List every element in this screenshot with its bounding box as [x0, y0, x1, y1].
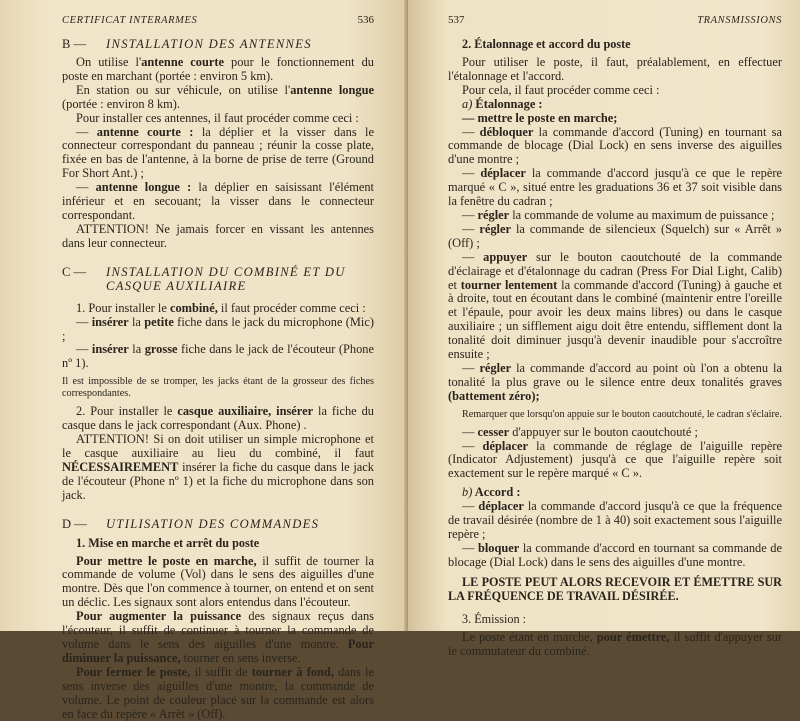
list-item: — régler la commande de volume au maximum de puissance ;	[462, 207, 775, 222]
list-item: — antenne longue : la déplier en saisissant l'élément inférieur et en secouant; la visser dans le connecteur correspondant.	[62, 180, 374, 222]
right-header-title: TRANSMISSIONS	[697, 15, 782, 26]
warning-paragraph: ATTENTION! Ne jamais forcer en vissant les antennes dans leur connecteur.	[62, 221, 374, 250]
list-item: — déplacer la commande de réglage de l'aiguille repère (Indicator Adjustement) jusqu'à ce que l'aiguille repère soit exactement sur le repère marqué « C ».	[448, 438, 782, 481]
subsection-heading: 2. Étalonnage et accord du poste	[462, 37, 631, 51]
step-heading: a) Étalonnage :	[462, 96, 543, 111]
paragraph: 2. Pour installer le casque auxiliaire, insérer la fiche du casque dans le jack correspondant (Aux. Phone) .	[62, 404, 375, 433]
right-page-number: 537	[448, 14, 465, 26]
list-item: — débloquer la commande d'accord (Tuning) en tournant sa commande de blocage (Dial Lock) en sens inverse des aiguilles d'une montre ;	[448, 124, 782, 167]
list-item: — antenne courte : la déplier et la visser dans le connecteur correspondant du panneau ; réunir la cosse plate, fixée en bas de l'antenne, à la borne de prise de terre (Ground For Short Ant.) ;	[62, 124, 374, 181]
warning-paragraph: ATTENTION! Si on doit utiliser un simple microphone et le casque auxiliaire au lieu du combiné, il faut NÉCESSAIREMENT insérer la fiche du casque dans le jack de l'écouteur (Phone nº 1) et la fiche du microphone dans son jack.	[62, 432, 374, 502]
list-item: — régler la commande d'accord au point où l'on a obtenu la tonalité la plus grave ou le silence entre deux tonalités graves (battement zéro);	[448, 360, 782, 403]
list-item: — cesser d'appuyer sur le bouton caoutchouté ;	[462, 424, 698, 439]
note: Il est impossible de se tromper, les jacks étant de la grosseur des fiches correspondantes.	[62, 376, 374, 400]
section-c-heading: C — INSTALLATION DU COMBINÉ ET DU CASQUE AUXILIAIRE	[62, 264, 346, 293]
paragraph: Pour mettre le poste en marche, il suffit de tourner la commande de volume (Vol) dans le sens des aiguilles d'une montre. Dès que l'on commence à tourner, on entend et on sent un déclic. Les signaux sont alors entendus dans l'écouteur.	[62, 553, 374, 610]
right-running-header	[448, 14, 782, 32]
subsection-heading: 1. Mise en marche et arrêt du poste	[76, 535, 260, 550]
list-item: — insérer la petite fiche dans le jack du microphone (Mic) ;	[62, 314, 374, 343]
right-page	[408, 0, 800, 658]
list-item: — déplacer la commande d'accord jusqu'à ce que le repère marqué « C », situé entre les graduations 36 et 37 soit visible dans la fenêtre du cadran ;	[448, 166, 782, 209]
left-page-number: 536	[357, 14, 374, 26]
left-running-header	[62, 14, 374, 32]
paragraph: 1. Pour installer le combiné, il faut procéder comme ceci :	[76, 300, 366, 315]
subsection-heading: 3. Émission :	[462, 611, 526, 626]
list-item: — déplacer la commande d'accord jusqu'à ce que la fréquence de travail désirée (nombre de 1 à 40) soit exactement sous l'aiguille repère ;	[448, 499, 782, 541]
left-header-title: CERTIFICAT INTERARMES	[62, 15, 198, 26]
list-item: — bloquer la commande d'accord en tournant sa commande de blocage (Dial Lock) dans le sens des aiguilles d'une montre.	[448, 540, 782, 569]
list-item: — appuyer sur le bouton caoutchouté de la commande d'éclairage et d'étalonnage du cadran (Press For Dial Light, Calib) et tourner lentement la commande d'accord (Tuning) à gauche et à droite, tout en écoutant dans le combiné (maintenir entre l'oreille et l'épaule, pour avoir les deux mains libres) ou dans le casque auxiliaire ; un sifflement aigu doit être entendu, sifflement dont la tonalité doit diminuer jusqu'à devenir inaudible pour s'accroître ensuite ;	[448, 249, 782, 362]
paragraph: Le poste étant en marche, pour émettre, il suffit d'appuyer sur le commutateur du combiné.	[448, 629, 783, 658]
list-item: — régler la commande de silencieux (Squelch) sur « Arrêt » (Off) ;	[448, 221, 782, 250]
note: Remarquer que lorsqu'on appuie sur le bouton caoutchouté, le cadran s'éclaire.	[462, 408, 782, 420]
paragraph: En station ou sur véhicule, on utilise l'antenne longue (portée : environ 8 km).	[62, 82, 374, 111]
section-b-heading: B — INSTALLATION DES ANTENNES	[62, 37, 312, 51]
paragraph: Pour fermer le poste, il suffit de tourner à fond, dans le sens inverse des aiguilles d'une montre, la commande de volume. Le point de couleur placé sur la commande est alors en face du repère « Arrêt » (Off).	[62, 664, 374, 721]
section-d-heading: D — UTILISATION DES COMMANDES	[62, 516, 320, 531]
paragraph: Pour utiliser le poste, il faut, préalablement, en effectuer l'étalonnage et l'accord.	[448, 55, 782, 83]
list-item: — mettre le poste en marche;	[462, 110, 618, 125]
paragraph: Pour installer ces antennes, il faut procéder comme ceci :	[76, 110, 359, 125]
paragraph: Pour cela, il faut procéder comme ceci :	[462, 82, 660, 97]
emphasis-statement: LE POSTE PEUT ALORS RECEVOIR ET ÉMETTRE SUR LA FRÉQUENCE DE TRAVAIL DÉSIRÉE.	[448, 574, 782, 603]
list-item: — insérer la grosse fiche dans le jack de l'écouteur (Phone nº 1).	[62, 342, 374, 371]
step-heading: b) Accord :	[462, 485, 521, 500]
paragraph: On utilise l'antenne courte pour le fonctionnement du poste en marchant (portée : environ 5 km).	[62, 55, 374, 83]
paragraph: Pour augmenter la puissance des signaux reçus dans l'écouteur, il suffit de continuer à tourner la commande de volume dans le sens des aiguilles d'une montre. Pour diminuer la puissance, tourner en sens inverse.	[62, 609, 375, 665]
